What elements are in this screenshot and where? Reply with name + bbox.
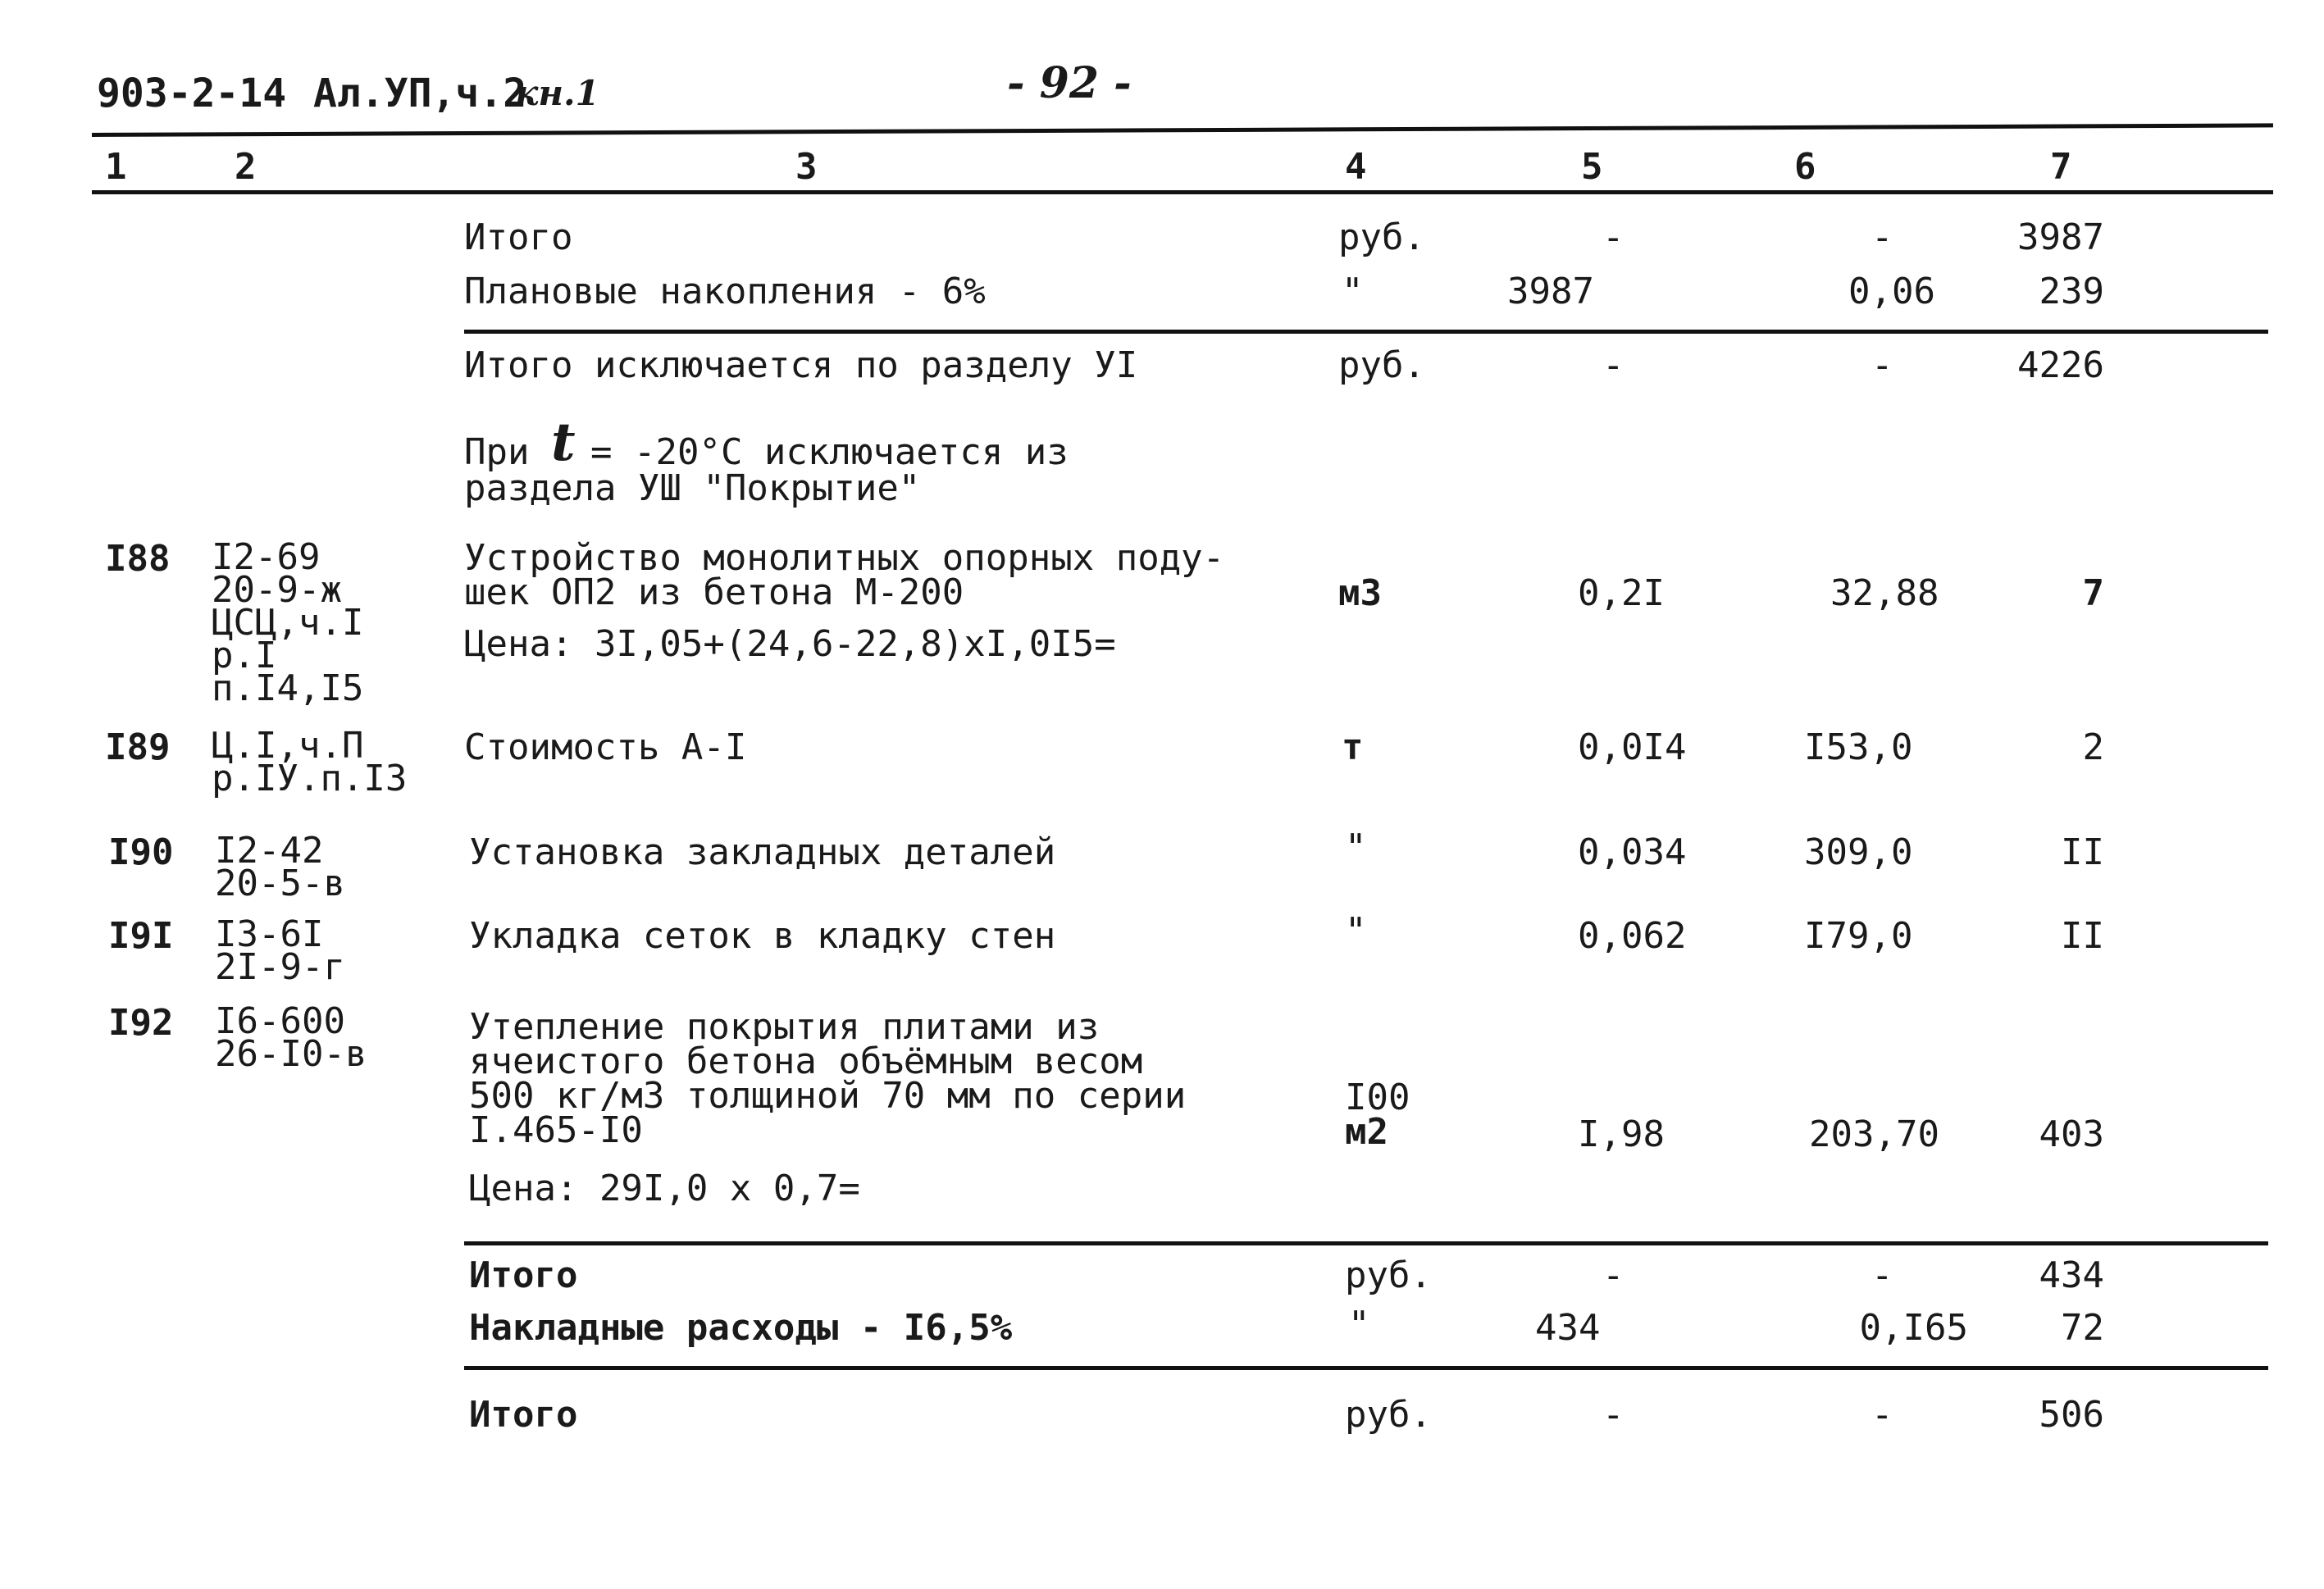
column-header-5: 5 [1581,146,1603,188]
column-header-4: 4 [1345,146,1367,188]
price-cell: I79,0 [1804,915,1913,957]
note-prefix: При [464,431,530,473]
unit-cell: руб. [1345,1394,1432,1436]
unit-cell: руб. [1345,1254,1432,1296]
reference-code: 20-5-в [215,863,345,904]
reference-code: р.IУ.п.I3 [212,758,408,799]
unit-cell: м3 [1338,572,1382,614]
section-rule [464,1366,2268,1370]
price-cell: 203,70 [1809,1113,1939,1155]
description-line: ячеистого бетона объёмным весом [469,1040,1143,1082]
quantity-cell: - [1602,216,1625,258]
unit-cell: I00 [1345,1077,1410,1118]
total-cell: II [2061,915,2104,957]
reference-code: п.I4,I5 [212,667,364,709]
description-line: Утепление покрытия плитами из [469,1006,1100,1048]
description-line: Устройство монолитных опорных поду- [464,537,1225,579]
quantity-cell: I,98 [1578,1113,1665,1155]
row-label: Итого [469,1254,578,1296]
price-cell: I53,0 [1804,726,1913,768]
unit-cell: " [1342,271,1364,312]
total-cell: 3987 [2017,216,2104,258]
column-header-2: 2 [235,146,257,188]
reference-code: ЦСЦ,ч.I [212,602,364,644]
reference-code: р.I [212,635,277,676]
column-header-7: 7 [2050,146,2072,188]
row-number: I89 [105,726,171,768]
price-cell: - [1871,216,1893,258]
section-rule [464,1241,2268,1245]
page-number: - 92 - [1007,58,1132,108]
description-line: шек ОП2 из бетона М-200 [464,571,964,613]
header-rule [92,190,2273,194]
doc-book: кн.1 [515,73,599,113]
quantity-cell: 0,0I4 [1578,726,1687,768]
price-formula: Цена: 3I,05+(24,6-22,8)xI,0I5= [464,623,1116,665]
price-formula: Цена: 29I,0 x 0,7= [469,1168,860,1209]
price-cell: 0,06 [1848,271,1935,312]
top-rule [92,123,2273,137]
row-number: I9I [108,915,174,957]
reference-code: I3-6I [215,913,324,955]
column-header-6: 6 [1794,146,1816,188]
quantity-cell: 434 [1535,1307,1601,1349]
total-cell: 7 [2082,572,2104,614]
quantity-cell: 0,062 [1578,915,1687,957]
quantity-cell: 0,2I [1578,572,1665,614]
reference-code: I2-69 [212,536,321,578]
reference-code: 2I-9-г [215,946,345,988]
row-label: Накладные расходы - I6,5% [469,1307,1013,1349]
total-cell: 506 [2039,1394,2104,1436]
price-cell: 32,88 [1830,572,1939,614]
quantity-cell: 3987 [1507,271,1594,312]
unit-cell: " [1345,826,1367,868]
price-cell: - [1871,1394,1893,1436]
doc-part: Ал.УП,ч.2 [313,71,527,116]
temperature-symbol: t [551,412,576,473]
description-line: Укладка сеток в кладку стен [469,915,1056,957]
unit-cell: т [1342,726,1364,768]
unit-cell: " [1345,910,1367,952]
note-line: = -20°С исключается из [590,431,1069,473]
total-cell: 2 [2082,726,2104,768]
row-label: Итого [469,1394,578,1436]
unit-cell: руб. [1338,344,1425,386]
total-cell: 403 [2039,1113,2104,1155]
quantity-cell: - [1602,1254,1625,1296]
price-cell: - [1871,344,1893,386]
note-line: раздела УШ "Покрытие" [464,467,921,509]
column-header-1: 1 [105,146,127,188]
row-number: I88 [105,538,171,580]
reference-code: 20-9-ж [212,569,342,611]
price-cell: 309,0 [1804,831,1913,873]
price-cell: 0,I65 [1859,1307,1968,1349]
doc-code: 903-2-14 [97,71,287,116]
reference-code: Ц.I,ч.П [212,725,364,767]
quantity-cell: - [1602,1394,1625,1436]
total-cell: 434 [2039,1254,2104,1296]
row-number: I90 [108,831,174,873]
description-line: Установка закладных деталей [469,831,1056,873]
quantity-cell: - [1602,344,1625,386]
description-line: I.465-I0 [469,1109,643,1151]
unit-cell: " [1348,1304,1370,1345]
reference-code: 26-I0-в [215,1033,367,1075]
reference-code: I2-42 [215,830,324,872]
price-cell: - [1871,1254,1893,1296]
unit-cell: руб. [1338,216,1425,258]
section-rule [464,330,2268,334]
quantity-cell: 0,034 [1578,831,1687,873]
row-label: Итого [464,216,573,258]
reference-code: I6-600 [215,1000,345,1042]
row-label: Итого исключается по разделу УI [464,344,1138,386]
row-label: Плановые накопления - 6% [464,271,986,312]
description-line: 500 кг/м3 толщиной 70 мм по серии [469,1075,1187,1117]
column-header-3: 3 [795,146,818,188]
total-cell: II [2061,831,2104,873]
description-line: Стоимость А-I [464,726,747,768]
row-number: I92 [108,1002,174,1044]
total-cell: 239 [2039,271,2104,312]
total-cell: 72 [2061,1307,2104,1349]
unit-cell: м2 [1345,1111,1388,1153]
total-cell: 4226 [2017,344,2104,386]
